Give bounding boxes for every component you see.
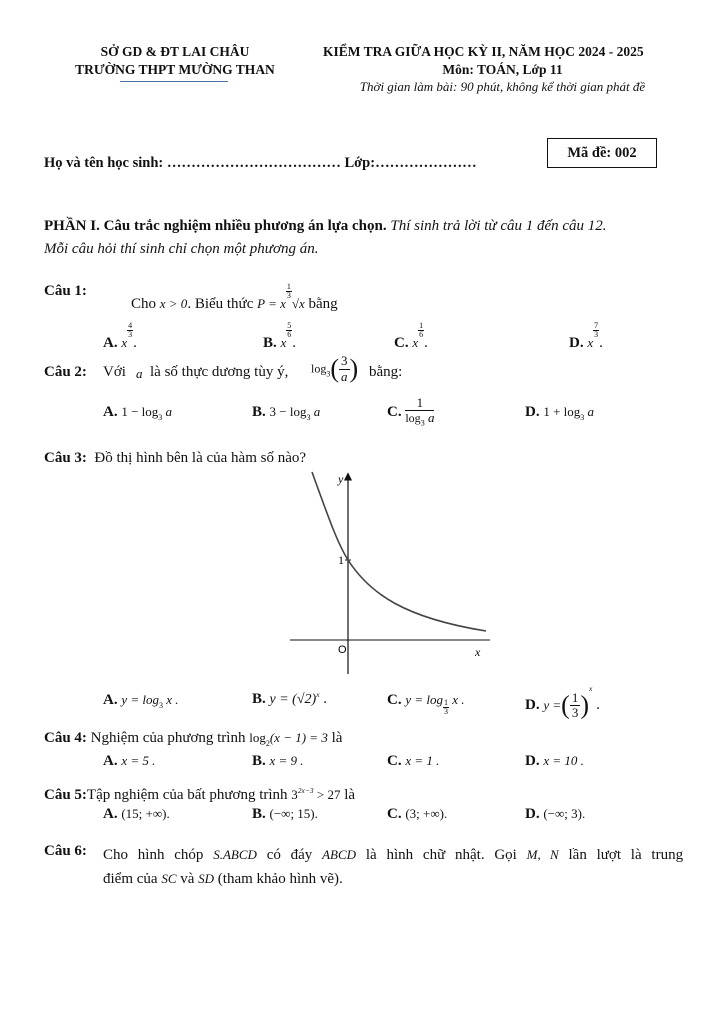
part1-instruction2: Mỗi câu hỏi thí sinh chỉ chọn một phương án. (44, 241, 319, 257)
q4-text-a: Nghiệm của phương trình (90, 730, 246, 746)
q2-option-c-label: C. (387, 403, 402, 420)
school-department: SỞ GD & ĐT LAI CHÂU (100, 44, 250, 59)
q1-option-c-label: C. (394, 335, 409, 351)
q1-option-d[interactable]: D. x $\frac{7}{3}$ . (569, 321, 603, 351)
q2-option-d-tail: a (584, 404, 595, 419)
q3-text: Đồ thị hình bên là của hàm số nào? (94, 450, 307, 466)
q6-label: Câu 6: (44, 843, 87, 859)
q2-option-d-base: 3 (580, 413, 585, 422)
x-axis-label: x (475, 645, 481, 659)
q3-option-a-tail: x . (163, 692, 179, 707)
q1-option-b-base: x (280, 335, 287, 350)
q1-option-d-label: D. (569, 335, 584, 351)
q2-log: log (311, 361, 327, 376)
q4-option-a[interactable] (103, 753, 155, 770)
q1-option-a-label: A. (103, 335, 118, 351)
q6-line1-d: lần lượt là trung (568, 847, 684, 863)
exam-title: KIỂM TRA GIỮA HỌC KỲ II, NĂM HỌC 2024 - 2025 (323, 44, 644, 59)
q6-pyramid: S.ABCD (213, 847, 257, 862)
tick-label-1: 1 (338, 553, 344, 567)
q5-text-a: Tập nghiệm của bất phương trình (86, 787, 288, 803)
q1-label: Câu 1: (44, 283, 87, 299)
exam-code-box: Mã đề: 002 (547, 138, 657, 168)
q1-option-a-d: 3 (128, 330, 133, 339)
question-6 (44, 843, 684, 891)
q2-var: a (136, 366, 143, 381)
question-4 (44, 730, 342, 748)
q1-option-c-n: 1 (419, 321, 424, 330)
q4-option-b-text: x = 9 . (269, 753, 304, 768)
q1-option-a[interactable]: A. x $\frac{4}{3}$ . (103, 321, 137, 351)
q6-base: ABCD (322, 847, 357, 862)
q2-option-b-text: 3 − log (269, 404, 307, 419)
question-3 (44, 450, 306, 467)
q2-label: Câu 2: (44, 364, 87, 380)
q3-option-a-text: y = log (121, 692, 159, 707)
q1-exp-d: 3 (286, 291, 291, 300)
q4-option-b[interactable] (252, 753, 304, 770)
q5-exp: 2x−3 (297, 786, 314, 795)
q2-option-a-text: 1 − log (121, 404, 159, 419)
q3-option-d-sup: x (588, 684, 593, 693)
q2-text-a: Với (103, 364, 126, 380)
q6-line2-a: điểm của (103, 871, 158, 887)
y-axis-label: y (338, 472, 344, 486)
q3-option-b-sup: x (316, 690, 320, 699)
q1-option-d-n: 7 (594, 321, 599, 330)
q3-option-d-tail: . (592, 697, 600, 714)
q5-options (103, 806, 683, 828)
q3-option-d-fn: 1 (571, 689, 579, 705)
q2-option-b-tail: a (310, 404, 321, 419)
q5-ineq: > 27 (313, 787, 341, 802)
q6-line1-b: có đáy (266, 847, 313, 863)
q3-option-b[interactable] (252, 690, 327, 708)
q4-option-d[interactable] (525, 753, 584, 770)
school-name: TRƯỜNG THPT MƯỜNG THAN (75, 62, 275, 77)
part1-heading (44, 215, 684, 261)
q3-option-c-tail: x . (449, 692, 465, 707)
q1-cond: x > 0 (159, 296, 188, 311)
q5-option-a-label: A. (103, 806, 118, 822)
q6-line2-b: và (180, 871, 195, 887)
q1-expr: P = x (257, 296, 286, 311)
q2-frac-d: a (341, 368, 348, 384)
q1-root: √x (291, 296, 305, 311)
subject-line: Môn: TOÁN, Lớp 11 (442, 62, 563, 77)
q1-option-b-label: B. (263, 335, 277, 351)
q6-sc: SC (161, 871, 177, 886)
q4-eq-b: (x − 1) = 3 (269, 730, 328, 745)
q4-label: Câu 4: (44, 730, 87, 746)
q3-graph (290, 466, 500, 678)
q1-option-a-n: 4 (128, 321, 133, 330)
q5-option-c-label: C. (387, 806, 402, 822)
q1-options (103, 316, 683, 351)
q1-exp-n: 1 (286, 282, 291, 291)
q1-option-a-base: x (121, 335, 128, 350)
q4-eq-base: 2 (265, 739, 270, 748)
q6-sd: SD (198, 871, 215, 886)
q5-option-a[interactable] (103, 806, 170, 823)
q2-log-base: 3 (326, 369, 331, 379)
q1-text-b: . Biểu thức (187, 296, 254, 312)
q2-option-c[interactable] (387, 396, 434, 428)
q3-option-b-text: y = (√2) (269, 692, 317, 707)
q2-option-b-label: B. (252, 404, 266, 420)
q2-option-b-base: 3 (306, 413, 311, 422)
q1-option-c-d: 6 (419, 330, 424, 339)
part1-instruction1: Thí sinh trả lời từ câu 1 đến câu 12. (386, 218, 607, 234)
q2-option-c-den: log (405, 411, 421, 426)
q3-option-a[interactable] (103, 692, 179, 710)
q3-option-a-label: A. (103, 692, 118, 708)
q4-eq-a: log (249, 730, 266, 745)
q6-line2 (103, 867, 343, 891)
time-line: Thời gian làm bài: 90 phút, không kể thời gian phát đề (359, 79, 646, 94)
header-underline (120, 81, 228, 82)
q3-options (103, 684, 683, 722)
q2-option-a[interactable] (103, 404, 172, 422)
q3-label: Câu 3: (44, 450, 87, 466)
q2-option-c-tail: a (424, 410, 435, 426)
q4-text-b: là (331, 730, 343, 746)
q3-option-c-label: C. (387, 692, 402, 708)
q1-option-c-base: x (412, 335, 419, 350)
q2-option-a-base: 3 (158, 413, 163, 422)
q1-text-c: bằng (308, 296, 338, 312)
q5-option-a-text: (15; +∞). (121, 806, 170, 821)
q3-option-c-base-d: 3 (444, 707, 448, 716)
q4-option-d-text: x = 10 . (543, 753, 584, 768)
q3-option-d-label: D. (525, 697, 540, 714)
q4-option-c[interactable] (387, 753, 439, 770)
question-1 (44, 279, 684, 312)
q2-options (103, 396, 683, 432)
q2-option-c-base: 3 (420, 418, 425, 428)
question-2 (44, 354, 684, 390)
origin-label: O (338, 644, 347, 656)
q6-line1 (103, 843, 683, 867)
q6-line1-a: Cho hình chóp (103, 847, 204, 863)
q1-option-b[interactable]: B. x $\frac{5}{6}$ . (263, 321, 297, 351)
q4-options (103, 753, 683, 775)
q2-option-a-label: A. (103, 404, 118, 420)
q2-option-b[interactable] (252, 404, 320, 422)
q5-option-b-text: (−∞; 15). (269, 806, 318, 821)
q5-option-d[interactable] (525, 806, 585, 823)
q6-line1-c: là hình chữ nhật. Gọi (365, 847, 517, 863)
q4-option-b-label: B. (252, 753, 266, 769)
question-5 (44, 786, 355, 804)
q4-option-c-label: C. (387, 753, 402, 769)
q2-text-c: bằng: (369, 364, 403, 380)
q3-option-d[interactable]: D. y =( $\frac{1}{3}$ )$^x$ . (525, 684, 600, 721)
q4-option-d-label: D. (525, 753, 540, 769)
q5-option-d-text: (−∞; 3). (543, 806, 586, 821)
q5-option-d-label: D. (525, 806, 540, 822)
q5-text-b: là (344, 787, 356, 803)
q1-option-c[interactable]: C. x $\frac{1}{6}$ . (394, 321, 428, 351)
q2-expr: $\log_3$( $\frac{3}{a}$ ) (311, 353, 359, 384)
q5-label: Câu 5: (44, 787, 87, 803)
q3-option-c-base-n: 1 (444, 698, 448, 707)
q3-option-b-tail: . (319, 691, 328, 707)
q6-line2-c: (tham khảo hình vẽ). (217, 871, 343, 887)
q4-option-a-label: A. (103, 753, 118, 769)
q2-option-d[interactable] (525, 404, 594, 422)
q2-option-a-tail: a (162, 404, 173, 419)
q3-option-c[interactable] (387, 692, 465, 716)
q5-option-b-label: B. (252, 806, 266, 822)
q5-option-b[interactable] (252, 806, 318, 823)
q3-option-d-fd: 3 (571, 705, 579, 721)
part1-title: PHẦN I. Câu trắc nghiệm nhiều phương án lựa chọn. (44, 218, 387, 234)
q5-option-c[interactable] (387, 806, 447, 823)
exponential-curve (312, 472, 486, 631)
q1-option-b-d: 6 (287, 330, 292, 339)
q3-option-d-text: y = (543, 697, 562, 713)
q3-option-a-base: 3 (159, 701, 163, 710)
q5-option-c-text: (3; +∞). (405, 806, 448, 821)
q5-base: 3 (291, 787, 298, 802)
q4-option-c-text: x = 1 . (405, 753, 440, 768)
q4-option-a-text: x = 5 . (121, 753, 156, 768)
q1-option-d-d: 3 (594, 330, 599, 339)
student-info-line: Họ và tên học sinh: ……………………………… Lớp:………………… (44, 155, 477, 171)
q6-points: M, N (526, 847, 559, 862)
q1-option-d-base: x (587, 335, 594, 350)
q3-option-b-label: B. (252, 691, 266, 707)
q3-option-c-text: y = log (405, 692, 443, 707)
q2-frac-n: 3 (341, 353, 348, 369)
q1-option-b-n: 5 (287, 321, 292, 330)
q2-option-d-label: D. (525, 404, 540, 420)
q2-option-c-num: 1 (405, 396, 434, 411)
q2-option-d-text: 1 + log (543, 404, 581, 419)
q1-text-a: Cho (131, 296, 157, 312)
q2-text-b: là số thực dương tùy ý, (150, 364, 289, 380)
